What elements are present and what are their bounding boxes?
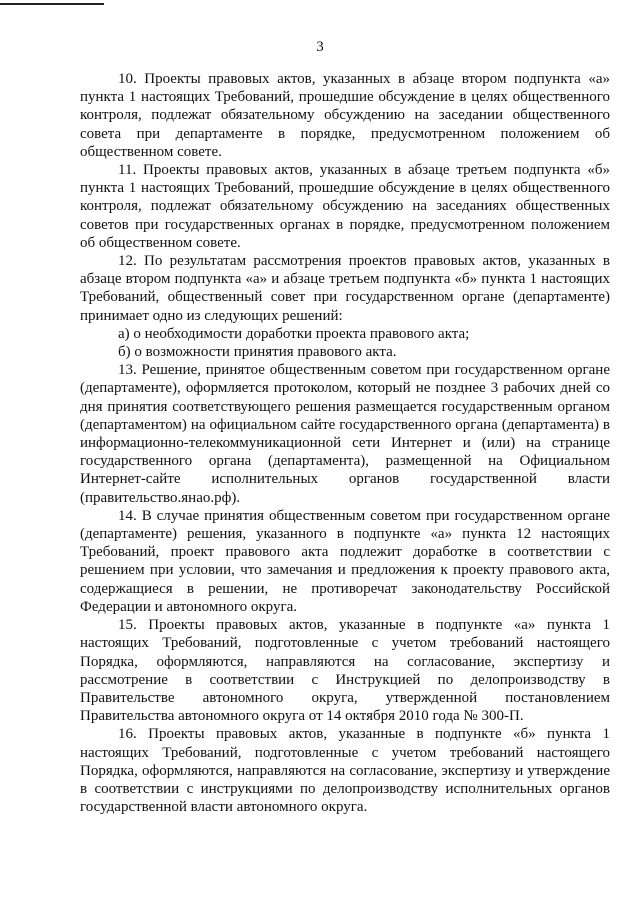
paragraph-14: 14. В случае принятия общественным советом при государственном органе (департаменте) решения, указанного в подпункте «а» пункта 12 настоящих Требований, проект правового акта подлежит доработке в соответствии с решением при условии, что замечания и предложения к проекту правового акта, содержащиеся в решении, не противоречат законодательству Российской Федерации и автономного округа. [80, 507, 610, 615]
top-rule [0, 3, 104, 5]
page-number: 3 [316, 39, 324, 55]
paragraph-12-item-b: б) о возможности принятия правового акта. [118, 344, 397, 361]
paragraph-12: 12. По результатам рассмотрения проектов правовых актов, указанных в абзаце втором подпункта «а» и абзаце третьем подпункта «б» пункта 1 настоящих Требований, общественный совет при государственном органе (департаменте) принимает одно из следующих решений: [80, 253, 610, 324]
paragraph-12-item-a: а) о необходимости доработки проекта правового акта; [118, 325, 470, 342]
paragraph-13: 13. Решение, принятое общественным советом при государственном органе (департаменте), оформляется протоколом, который не позднее 3 рабочих дней со дня принятия соответствующего решения размещается государственным органом (департаментом) на официальном сайте государственного органа (департамента) в информационно-телекоммуникационной сети Интернет и (или) на странице государственного органа (департамента), размещенной на Официальном Интернет-сайте исполнительных органов государственной власти (правительство.янао.рф). [80, 362, 610, 506]
paragraph-16: 16. Проекты правовых актов, указанные в подпункте «б» пункта 1 настоящих Требований, подготовленные с учетом требований настоящего Порядка, оформляются, направляются на согласование, экспертизу и утверждение в соответствии с инструкциями по делопроизводству исполнительных органов государственной власти автономного округа. [80, 726, 610, 816]
document-body [80, 70, 610, 816]
paragraph-10: 10. Проекты правовых актов, указанных в абзаце втором подпункта «а» пункта 1 настоящих Требований, прошедшие обсуждение в целях общественного контроля, подлежат обязательному обсуждению на заседании общественного совета при департаменте в порядке, предусмотренном положением об общественном совете. [80, 71, 610, 160]
paragraph-15: 15. Проекты правовых актов, указанные в подпункте «а» пункта 1 настоящих Требований, подготовленные с учетом требований настоящего Порядка, оформляются, направляются на согласование, экспертизу и рассмотрение в соответствии с Инструкцией по делопроизводству в Правительстве автономного округа, утвержденной постановлением Правительства автономного округа от 14 октября 2010 года № 300-П. [80, 617, 610, 725]
paragraph-11: 11. Проекты правовых актов, указанных в абзаце третьем подпункта «б» пункта 1 настоящих Требований, прошедшие обсуждение в целях общественного контроля, подлежат обязательному обсуждению на заседаниях общественных советов при государственных органах в порядке, предусмотренном положением об общественном совете. [80, 162, 610, 251]
